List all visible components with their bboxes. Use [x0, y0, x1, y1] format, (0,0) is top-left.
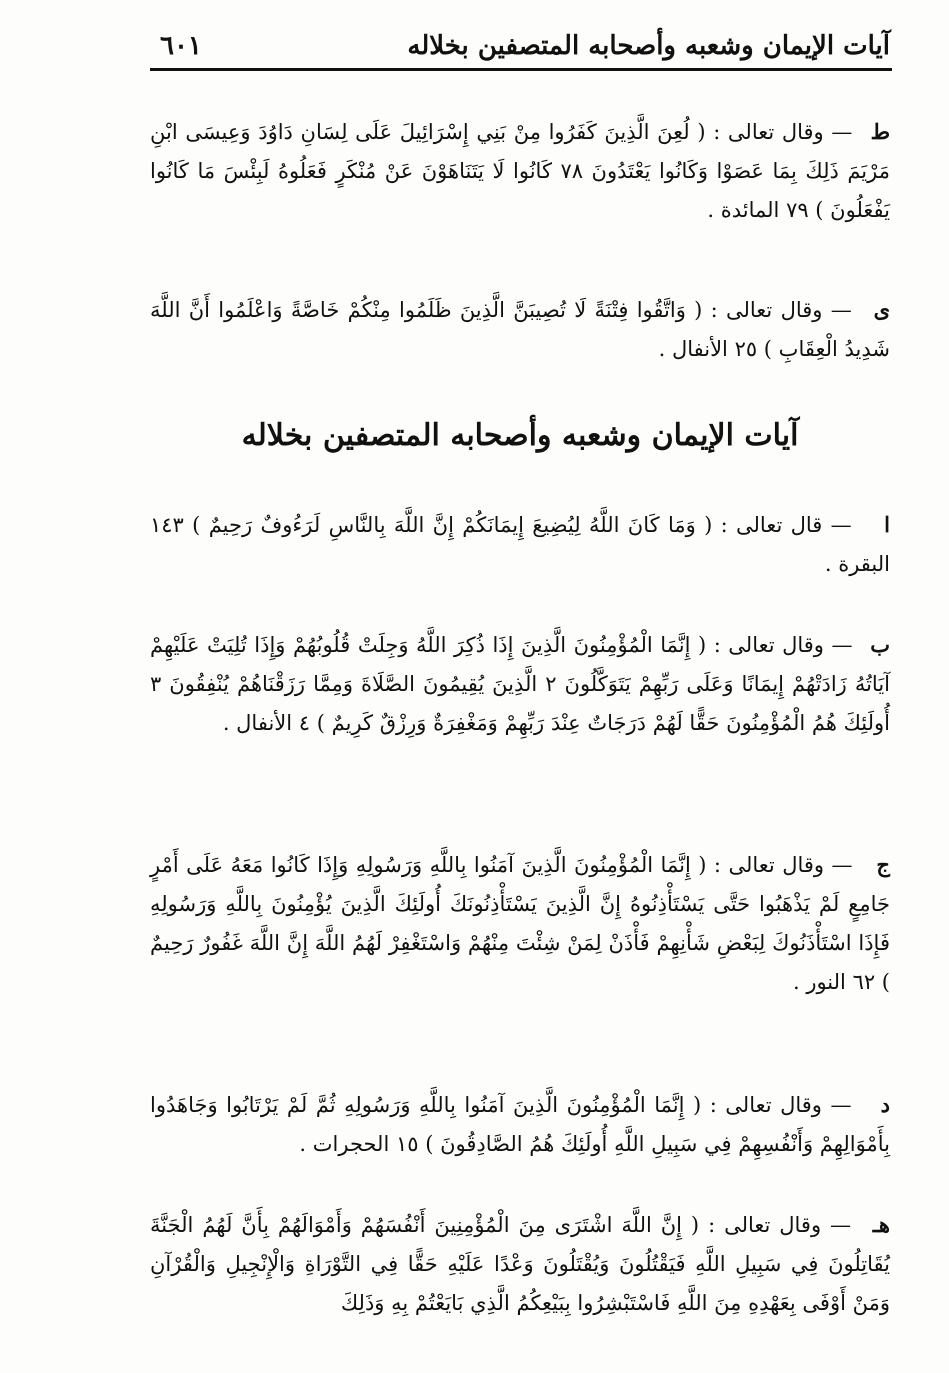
entry-intro: — قال تعالى : — [720, 513, 852, 537]
entry-letter: د — [880, 1092, 890, 1117]
verse-entry-ba — [150, 625, 890, 743]
page-number: ٦٠١ — [160, 31, 202, 61]
verse-text: ( إِنَّ اللَّهَ اشْتَرَى مِنَ الْمُؤْمِنِينَ أَنْفُسَهُمْ وَأَمْوَالَهُمْ بِأَنَّ لَهُمُ الْجَنَّةَ يُقَاتِلُونَ فِي سَبِيلِ اللَّهِ فَيَقْتُلُونَ وَيُقْتَلُونَ وَعْدًا عَلَيْهِ حَقًّا فِي التَّوْرَاةِ وَالْإِنْجِيلِ وَالْقُرْآنِ وَمَنْ أَوْفَى بِعَهْدِهِ مِنَ اللَّهِ فَاسْتَبْشِرُوا بِبَيْعِكُمُ الَّذِي بَايَعْتُمْ بِهِ وَذَلِكَ — [150, 1213, 890, 1315]
verse-text: ( إِنَّمَا الْمُؤْمِنُونَ الَّذِينَ آمَنُوا بِاللَّهِ وَرَسُولِهِ وَإِذَا كَانُوا مَعَهُ عَلَى أَمْرٍ جَامِعٍ لَمْ يَذْهَبُوا حَتَّى يَسْتَأْذِنُوهُ إِنَّ الَّذِينَ يَسْتَأْذِنُونَكَ أُولَئِكَ الَّذِينَ يُؤْمِنُونَ بِاللَّهِ وَرَسُولِهِ فَإِذَا اسْتَأْذَنُوكَ لِبَعْضِ شَأْنِهِمْ فَأْذَنْ لِمَنْ شِئْتَ مِنْهُمْ وَاسْتَغْفِرْ لَهُمُ اللَّهَ إِنَّ اللَّهَ غَفُورٌ رَحِيمٌ ) ٦٢ النور . — [150, 853, 890, 994]
section-heading: آيات الإيمان وشعبه وأصحابه المتصفين بخلاله — [241, 418, 799, 453]
entry-intro: — وقال تعالى : — [713, 120, 853, 144]
verse-entry-dal — [150, 1085, 890, 1164]
entry-letter: ج — [876, 852, 890, 877]
entry-intro: — وقال تعالى : — [713, 633, 853, 657]
entry-letter: ا — [884, 512, 890, 537]
verse-entry-ya — [150, 290, 890, 369]
verse-text: ( وَمَا كَانَ اللَّهُ لِيُضِيعَ إِيمَانَكُمْ إِنَّ اللَّهَ بِالنَّاسِ لَرَءُوفٌ رَحِيمٌ ) ١٤٣ البقرة . — [150, 513, 890, 576]
verse-text: ( إِنَّمَا الْمُؤْمِنُونَ الَّذِينَ آمَنُوا بِاللَّهِ وَرَسُولِهِ ثُمَّ لَمْ يَرْتَابُوا وَجَاهَدُوا بِأَمْوَالِهِمْ وَأَنْفُسِهِمْ فِي سَبِيلِ اللَّهِ أُولَئِكَ هُمُ الصَّادِقُونَ ) ١٥ الحجرات . — [150, 1093, 890, 1156]
entry-intro: — وقال تعالى : — [708, 1213, 852, 1237]
verse-entry-jim — [150, 845, 890, 1002]
running-title: آيات الإيمان وشعبه وأصحابه المتصفين بخلاله — [407, 31, 890, 61]
entry-intro: — وقال تعالى : — [709, 1093, 852, 1117]
entry-letter: ط — [870, 119, 890, 144]
entry-letter: ب — [870, 632, 890, 657]
entry-intro: — وقال تعالى : — [713, 853, 853, 877]
entry-intro: — وقال تعالى : — [710, 298, 852, 322]
verse-entry-alif — [150, 505, 890, 584]
verse-text: ( وَاتَّقُوا فِتْنَةً لَا تُصِيبَنَّ الَّذِينَ ظَلَمُوا مِنْكُمْ خَاصَّةً وَاعْلَمُوا أَنَّ اللَّهَ شَدِيدُ الْعِقَابِ ) ٢٥ الأنفال . — [150, 298, 890, 361]
verse-text: ( لُعِنَ الَّذِينَ كَفَرُوا مِنْ بَنِي إِسْرَائِيلَ عَلَى لِسَانِ دَاوُدَ وَعِيسَى ابْنِ مَرْيَمَ ذَلِكَ بِمَا عَصَوْا وَكَانُوا يَعْتَدُونَ ٧٨ كَانُوا لَا يَتَنَاهَوْنَ عَنْ مُنْكَرٍ فَعَلُوهُ لَبِئْسَ مَا كَانُوا يَفْعَلُونَ ) ٧٩ المائدة . — [150, 120, 890, 222]
page-header — [150, 22, 890, 70]
header-rule — [150, 68, 892, 71]
entry-letter: ى — [873, 297, 890, 322]
entry-letter: هـ — [872, 1212, 890, 1237]
verse-text: ( إِنَّمَا الْمُؤْمِنُونَ الَّذِينَ إِذَا ذُكِرَ اللَّهُ وَجِلَتْ قُلُوبُهُمْ وَإِذَا تُلِيَتْ عَلَيْهِمْ آيَاتُهُ زَادَتْهُمْ إِيمَانًا وَعَلَى رَبِّهِمْ يَتَوَكَّلُونَ ٢ الَّذِينَ يُقِيمُونَ الصَّلَاةَ وَمِمَّا رَزَقْنَاهُمْ يُنْفِقُونَ ٣ أُولَئِكَ هُمُ الْمُؤْمِنُونَ حَقًّا لَهُمْ دَرَجَاتٌ عِنْدَ رَبِّهِمْ وَمَغْفِرَةٌ وَرِزْقٌ كَرِيمٌ ) ٤ الأنفال . — [150, 633, 890, 735]
verse-entry-ha — [150, 1205, 890, 1323]
verse-entry-ta — [150, 112, 890, 230]
